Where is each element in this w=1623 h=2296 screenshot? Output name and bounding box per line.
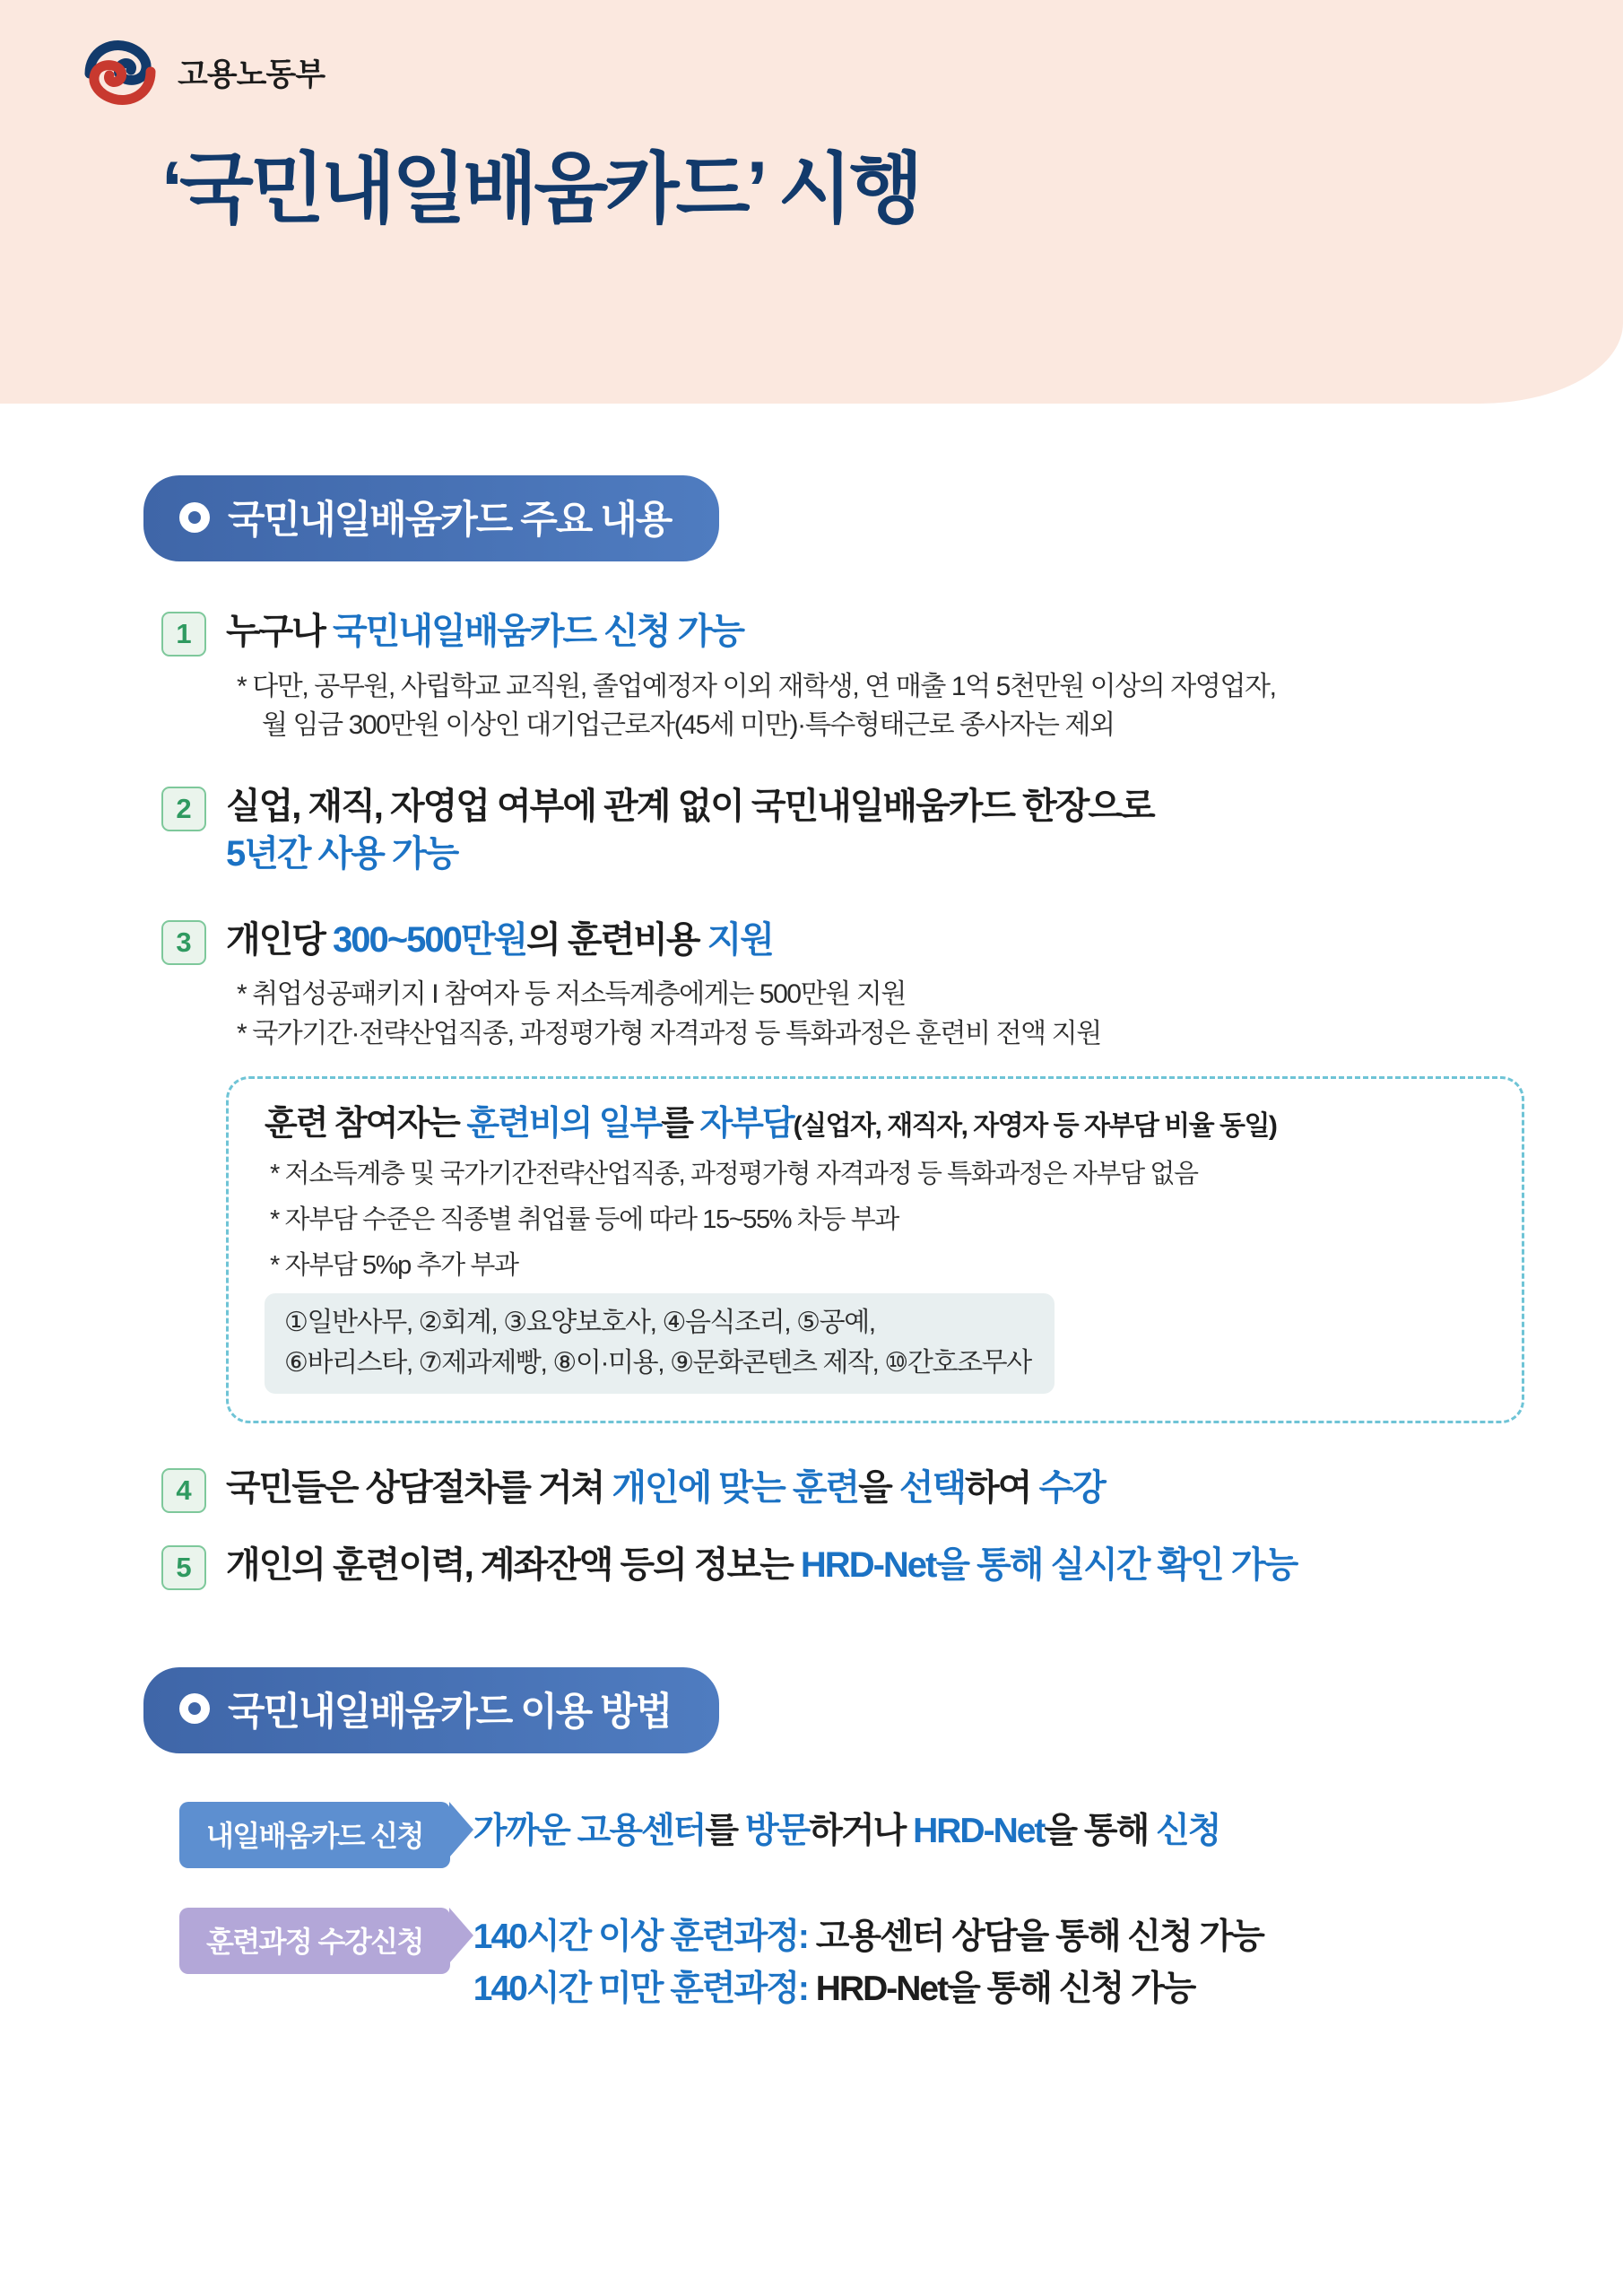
bullet-dot-icon — [179, 1693, 210, 1724]
ministry-brand — [0, 0, 1623, 108]
item3-lead: 개인당 — [226, 919, 334, 960]
title-tail: 시행 — [762, 146, 920, 232]
item3-amount: 300~500만원 — [333, 919, 527, 960]
item-headline — [226, 1465, 1524, 1513]
section2-heading-label: 국민내일배움카드 이용 방법 — [228, 1690, 672, 1734]
page-title — [0, 145, 1623, 234]
item1-highlight: 국민내일배움카드 신청 가능 — [333, 612, 743, 651]
usage-r0-p3: 하거나 — [809, 1811, 914, 1850]
usage-tag-card-application: 내일배움카드 신청 — [179, 1802, 450, 1868]
item5-p0: 개인의 훈련이력, 계좌잔액 등의 정보는 — [226, 1544, 801, 1585]
usage-line — [473, 1911, 1263, 1964]
item1-notes — [231, 667, 1524, 745]
list-item — [161, 608, 1524, 769]
bullet-dot-icon — [179, 502, 210, 533]
selfpay-part-c: 를 — [661, 1105, 700, 1144]
usage-line — [473, 1805, 1220, 1858]
usage-r0-p2: 방문 — [744, 1811, 810, 1850]
note-line: * 저소득계층 및 국가기간전략산업직종, 과정평가형 자격과정 등 특화과정은 자부담 없음 — [270, 1159, 1198, 1188]
note-line: * 취업성공패키지 I 참여자 등 저소득계층에게는 500만원 지원 — [237, 979, 906, 1010]
item-body — [226, 917, 1524, 1450]
item-body — [226, 1542, 1524, 1590]
item-body — [226, 783, 1524, 902]
item-body — [226, 1465, 1524, 1527]
section2-heading — [143, 1667, 719, 1753]
list-item — [161, 917, 1524, 1450]
note-line: * 다만, 공무원, 사립학교 교직원, 졸업예정자 이외 재학생, 연 매출 1억 5천만원 이상의 자영업자, — [237, 671, 1276, 701]
section1-heading — [143, 475, 719, 561]
usage-r0-p0: 가까운 고용센터 — [473, 1811, 706, 1850]
item-headline: 실업, 재직, 자영업 여부에 관계 없이 국민내일배움카드 한장으로 — [226, 786, 1154, 826]
item-headline — [226, 608, 1524, 657]
usage-r0-p4: HRD-Net — [913, 1811, 1045, 1850]
section-main-content — [0, 404, 1623, 1590]
usage-line — [473, 1963, 1263, 2016]
usage-r0-p5: 을 통해 — [1044, 1811, 1157, 1850]
title-quote-close: ’ — [746, 146, 763, 232]
item4-p0: 국민들은 상담절차를 거쳐 — [226, 1467, 612, 1508]
item-headline — [226, 1542, 1524, 1590]
selfpay-part-small: (실업자, 재직자, 자영자 등 자부담 비율 동일) — [793, 1111, 1277, 1142]
list-item — [161, 783, 1524, 902]
item4-p3: 선택 — [898, 1467, 966, 1508]
usage-row-list — [0, 1802, 1623, 2016]
item3-mid: 의 훈련비용 — [526, 919, 707, 960]
item1-lead: 누구나 — [226, 612, 334, 651]
note-line: * 국가기간·전략산업직종, 과정평가형 자격과정 등 특화과정은 훈련비 전액 지원 — [237, 1018, 1101, 1048]
usage-row — [179, 1802, 1542, 1868]
section1-heading-label: 국민내일배움카드 주요 내용 — [228, 499, 672, 542]
note-line: * 자부담 수준은 직종별 취업률 등에 따라 15~55% 차등 부과 — [270, 1205, 898, 1234]
usage-r1-l0-black: 고용센터 상담을 통해 신청 가능 — [807, 1917, 1263, 1956]
item5-p1: HRD-Net을 통해 실시간 확인 가능 — [800, 1544, 1298, 1585]
item-number-badge: 5 — [161, 1545, 206, 1590]
job-category-list — [265, 1293, 1055, 1394]
item-number-badge: 3 — [161, 920, 206, 965]
usage-tag-course-registration: 훈련과정 수강신청 — [179, 1908, 450, 1974]
usage-row-text — [473, 1802, 1220, 1858]
item-headline-second: 5년간 사용 가능 — [226, 834, 458, 874]
title-quote-open: ‘ — [161, 146, 179, 232]
ministry-name: 고용노동부 — [178, 57, 325, 92]
job-list-line: ⑥바리스타, ⑦제과제빵, ⑧이·미용, ⑨문화콘텐츠 제작, ⑩간호조무사 — [284, 1347, 1031, 1378]
item4-p5: 수강 — [1038, 1467, 1105, 1508]
item4-p1: 개인에 맞는 훈련 — [612, 1467, 859, 1508]
usage-r0-p6: 신청 — [1156, 1811, 1220, 1850]
page-header — [0, 0, 1623, 404]
item4-p4: 하여 — [965, 1467, 1039, 1508]
self-payment-box — [226, 1076, 1524, 1423]
list-item — [161, 1465, 1524, 1527]
usage-r0-p1: 를 — [705, 1811, 745, 1850]
selfpay-part-d: 자부담 — [699, 1105, 794, 1144]
usage-row — [179, 1908, 1542, 2016]
usage-r1-l0-blue: 140시간 이상 훈련과정: — [473, 1917, 808, 1956]
list-item — [161, 1542, 1524, 1590]
usage-row-text — [473, 1908, 1263, 2016]
item-body — [226, 608, 1524, 769]
job-list-line: ①일반사무, ②회계, ③요양보호사, ④음식조리, ⑤공예, — [284, 1307, 875, 1337]
item4-p2: 을 — [858, 1467, 899, 1508]
selfpay-part-a: 훈련 참여자는 — [265, 1105, 467, 1144]
item3-notes — [231, 975, 1524, 1053]
item-number-badge: 1 — [161, 612, 206, 657]
item-headline — [226, 917, 1524, 965]
item3-support: 지원 — [707, 919, 773, 960]
item-number-badge: 2 — [161, 787, 206, 831]
item-number-badge: 4 — [161, 1468, 206, 1513]
selfpay-part-b: 훈련비의 일부 — [466, 1105, 662, 1144]
section-usage-method — [0, 1667, 1623, 2016]
note-line: 월 임금 300만원 이상인 대기업근로자(45세 미만)·특수형태근로 종사자는 제외 — [262, 710, 1115, 741]
self-payment-title — [265, 1102, 1489, 1146]
usage-r1-l1-blue: 140시간 미만 훈련과정: — [473, 1970, 808, 2008]
numbered-item-list — [0, 608, 1623, 1590]
note-line: * 자부담 5%p 추가 부과 — [270, 1250, 518, 1280]
usage-r1-l1-black: HRD-Net을 통해 신청 가능 — [807, 1970, 1195, 2008]
government-emblem-icon — [79, 38, 161, 108]
title-main: 국민내일배움카드 — [178, 146, 747, 232]
